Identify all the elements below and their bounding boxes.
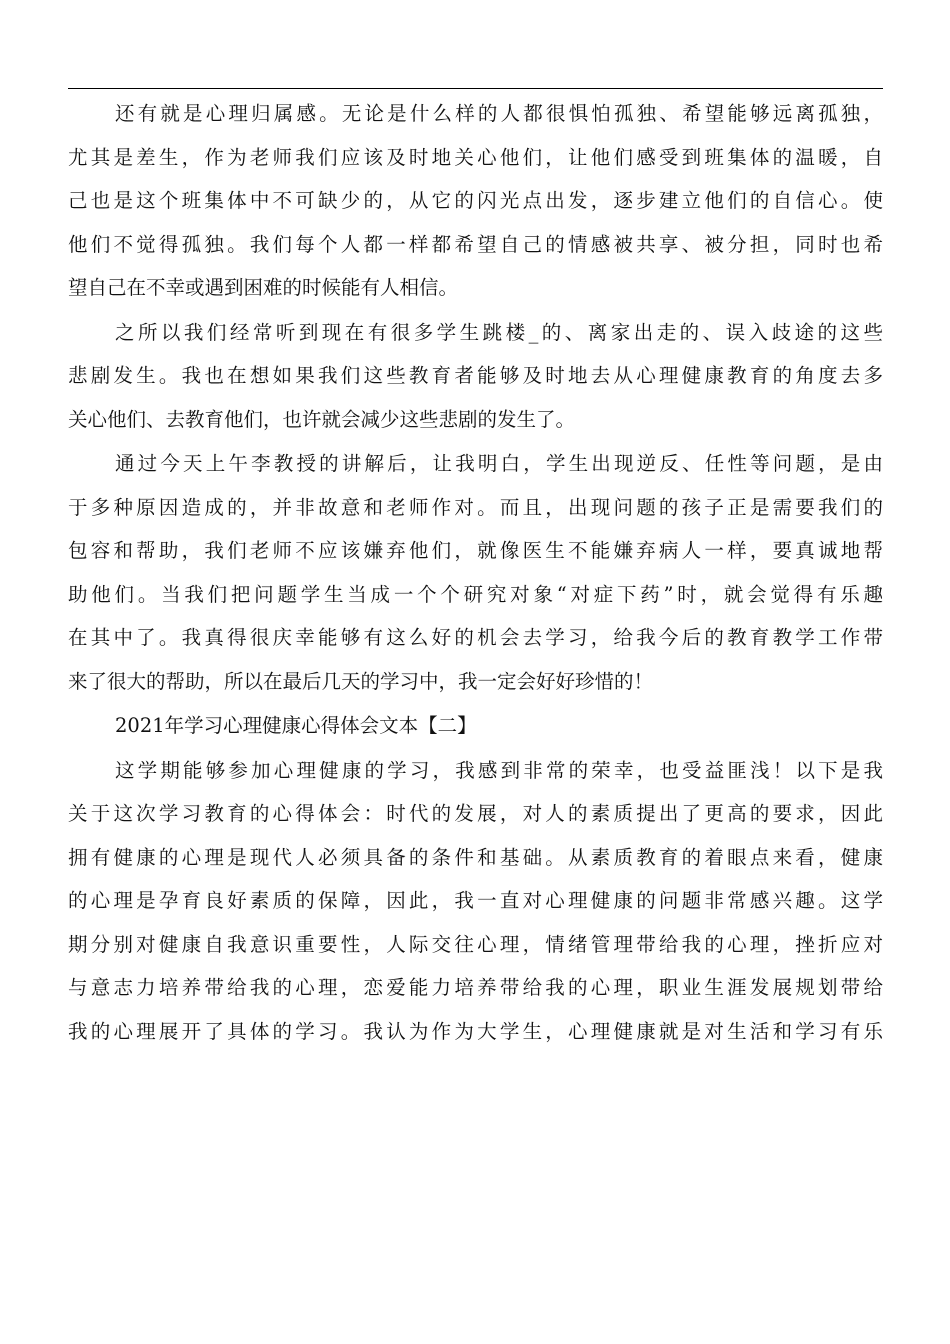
paragraph-belonging	[68, 92, 883, 310]
paragraph-lecture	[68, 442, 883, 703]
text-line: 我的心理展开了具体的学习。我认为作为大学生，心理健康就是对生活和学习有乐	[68, 1019, 883, 1043]
document-body	[68, 92, 883, 1054]
text-line: 通过今天上午李教授的讲解后，让我明白，学生出现逆反、任性等问题，是由	[115, 452, 883, 475]
text-line: 包容和帮助，我们老师不应该嫌弃他们，就像医生不能嫌弃病人一样，要真诚地帮	[68, 539, 883, 562]
text-line: 与意志力培养带给我的心理，恋爱能力培养带给我的心理，职业生涯发展规划带给	[68, 976, 883, 999]
heading-text: 2021年学习心理健康心得体会文本【二】	[115, 714, 477, 737]
paragraph-tragedies	[68, 311, 883, 442]
text-line: 之所以我们经常听到现在有很多学生跳楼_的、离家出走的、误入歧途的这些	[115, 320, 883, 344]
text-line: 还有就是心理归属感。无论是什么样的人都很惧怕孤独、希望能够远离孤独，	[115, 102, 883, 125]
header-rule	[68, 88, 883, 89]
text-line: 期分别对健康自我意识重要性，人际交往心理，情绪管理带给我的心理，挫折应对	[68, 932, 883, 956]
text-line: 关于这次学习教育的心得体会：时代的发展，对人的素质提出了更高的要求，因此	[68, 802, 883, 825]
text-line: 关心他们、去教育他们，也许就会减少这些悲剧的发生了。	[68, 407, 576, 431]
text-line: 悲剧发生。我也在想如果我们这些教育者能够及时地去从心理健康教育的角度去多	[68, 364, 883, 387]
section-heading	[68, 704, 883, 748]
text-line: 己也是这个班集体中不可缺少的，从它的闪光点出发，逐步建立他们的自信心。使	[68, 189, 883, 212]
text-line: 这学期能够参加心理健康的学习，我感到非常的荣幸，也受益匪浅！以下是我	[115, 758, 883, 782]
text-line: 拥有健康的心理是现代人必须具备的条件和基础。从素质教育的着眼点来看，健康	[68, 845, 883, 869]
text-line: 在其中了。我真得很庆幸能够有这么好的机会去学习，给我今后的教育教学工作带	[68, 626, 883, 649]
text-line: 来了很大的帮助，所以在最后几天的学习中，我一定会好好珍惜的！	[68, 669, 654, 693]
paragraph-study-reflection	[68, 749, 883, 1054]
text-line: 于多种原因造成的，并非故意和老师作对。而且，出现问题的孩子正是需要我们的	[68, 495, 883, 519]
text-line: 助他们。当我们把问题学生当成一个个研究对象“对症下药”时，就会觉得有乐趣	[68, 582, 883, 606]
text-line: 尤其是差生，作为老师我们应该及时地关心他们，让他们感受到班集体的温暖，自	[68, 145, 883, 169]
text-line: 的心理是孕育良好素质的保障，因此，我一直对心理健康的问题非常感兴趣。这学	[68, 889, 883, 912]
text-line: 望自己在不幸或遇到困难的时候能有人相信。	[68, 276, 459, 299]
text-line: 他们不觉得孤独。我们每个人都一样都希望自己的情感被共享、被分担，同时也希	[68, 232, 883, 256]
